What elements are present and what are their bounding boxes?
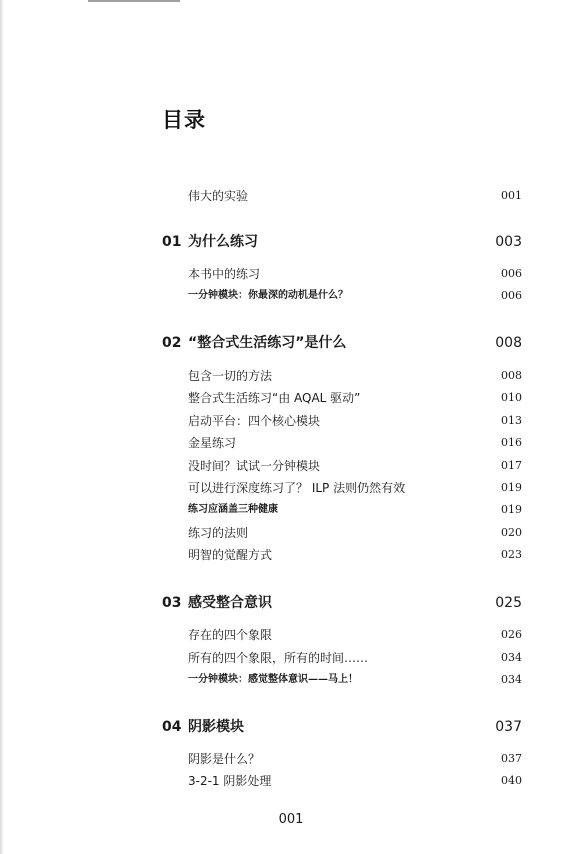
- chapter-page: 008: [495, 335, 522, 351]
- chapter-title: 感受整合意识: [188, 595, 272, 611]
- toc-entry-page: 019: [501, 503, 522, 516]
- toc-entry[interactable]: [0, 771, 582, 791]
- chapter-heading-01[interactable]: [0, 230, 582, 254]
- chapter-page: 003: [495, 234, 522, 250]
- toc-entry[interactable]: [0, 411, 582, 431]
- chapter-title: “整合式生活练习”是什么: [188, 335, 347, 351]
- toc-entry[interactable]: [0, 388, 582, 408]
- toc-entry-label: 练习的法则: [188, 526, 249, 540]
- toc-entry-label: 存在的四个象限: [188, 628, 273, 642]
- chapter-title: 阴影模块: [188, 719, 244, 735]
- toc-entry[interactable]: [0, 648, 582, 668]
- toc-entry-page: 040: [501, 774, 522, 787]
- toc-entry-page: 010: [501, 391, 522, 404]
- chapter-page: 037: [495, 719, 522, 735]
- toc-entry[interactable]: [0, 670, 582, 690]
- toc-entry-label: 伟大的实验: [188, 189, 249, 203]
- top-rule: [88, 0, 180, 2]
- toc-entry[interactable]: [0, 545, 582, 565]
- toc-entry-page: 006: [501, 267, 522, 280]
- toc-entry-label: 本书中的练习: [188, 267, 261, 281]
- toc-entry-label: 整合式生活练习“由 AQAL 驱动”: [188, 391, 361, 405]
- chapter-page: 025: [495, 595, 522, 611]
- toc-entry-page: 008: [501, 369, 522, 382]
- toc-entry-label: 一分钟模块：感觉整体意识——马上！: [188, 674, 358, 685]
- toc-entry-page: 017: [501, 459, 522, 472]
- toc-entry-label: 可以进行深度练习了？ ILP 法则仍然有效: [188, 481, 406, 495]
- toc-entry-page: 034: [501, 651, 522, 664]
- chapter-number: 01: [162, 234, 182, 250]
- toc-entry-page: 006: [501, 289, 522, 302]
- toc-entry[interactable]: [0, 749, 582, 769]
- chapter-title: 为什么练习: [188, 234, 258, 250]
- toc-entry[interactable]: [0, 500, 582, 520]
- toc-entry-label: 3-2-1 阴影处理: [188, 774, 272, 788]
- toc-entry[interactable]: [0, 286, 582, 306]
- toc-entry-label: 金星练习: [188, 436, 237, 450]
- toc-entry-front[interactable]: [0, 186, 582, 206]
- toc-entry-page: 037: [501, 752, 522, 765]
- toc-entry-page: 023: [501, 548, 522, 561]
- toc-entry-page: 034: [501, 673, 522, 686]
- toc-entry-label: 所有的四个象限，所有的时间……: [188, 651, 369, 665]
- chapter-heading-02[interactable]: [0, 331, 582, 355]
- toc-entry-label: 明智的觉醒方式: [188, 548, 273, 562]
- toc-entry-label: 阴影是什么？: [188, 752, 261, 766]
- toc-entry-label: 启动平台：四个核心模块: [188, 414, 321, 428]
- toc-entry-page: 013: [501, 414, 522, 427]
- page-number: 001: [278, 812, 304, 827]
- toc-entry[interactable]: [0, 456, 582, 476]
- chapter-heading-03[interactable]: [0, 591, 582, 615]
- toc-entry[interactable]: [0, 433, 582, 453]
- chapter-number: 03: [162, 595, 182, 611]
- chapter-heading-04[interactable]: [0, 715, 582, 739]
- toc-entry-page: 026: [501, 628, 522, 641]
- toc-entry-label: 练习应涵盖三种健康: [188, 504, 278, 515]
- toc-entry-label: 一分钟模块：你最深的动机是什么？: [188, 290, 348, 301]
- toc-entry-label: 没时间？试试一分钟模块: [188, 459, 321, 473]
- chapter-number: 04: [162, 719, 182, 735]
- toc-entry-page: 001: [501, 189, 522, 202]
- page-title: 目录: [162, 108, 206, 132]
- toc-entry-page: 016: [501, 436, 522, 449]
- toc-entry[interactable]: [0, 366, 582, 386]
- toc-entry-page: 019: [501, 481, 522, 494]
- toc-entry[interactable]: [0, 523, 582, 543]
- toc-entry[interactable]: [0, 478, 582, 498]
- toc-entry-page: 020: [501, 526, 522, 539]
- toc-entry-label: 包含一切的方法: [188, 369, 273, 383]
- toc-entry[interactable]: [0, 625, 582, 645]
- toc-entry[interactable]: [0, 264, 582, 284]
- chapter-number: 02: [162, 335, 182, 351]
